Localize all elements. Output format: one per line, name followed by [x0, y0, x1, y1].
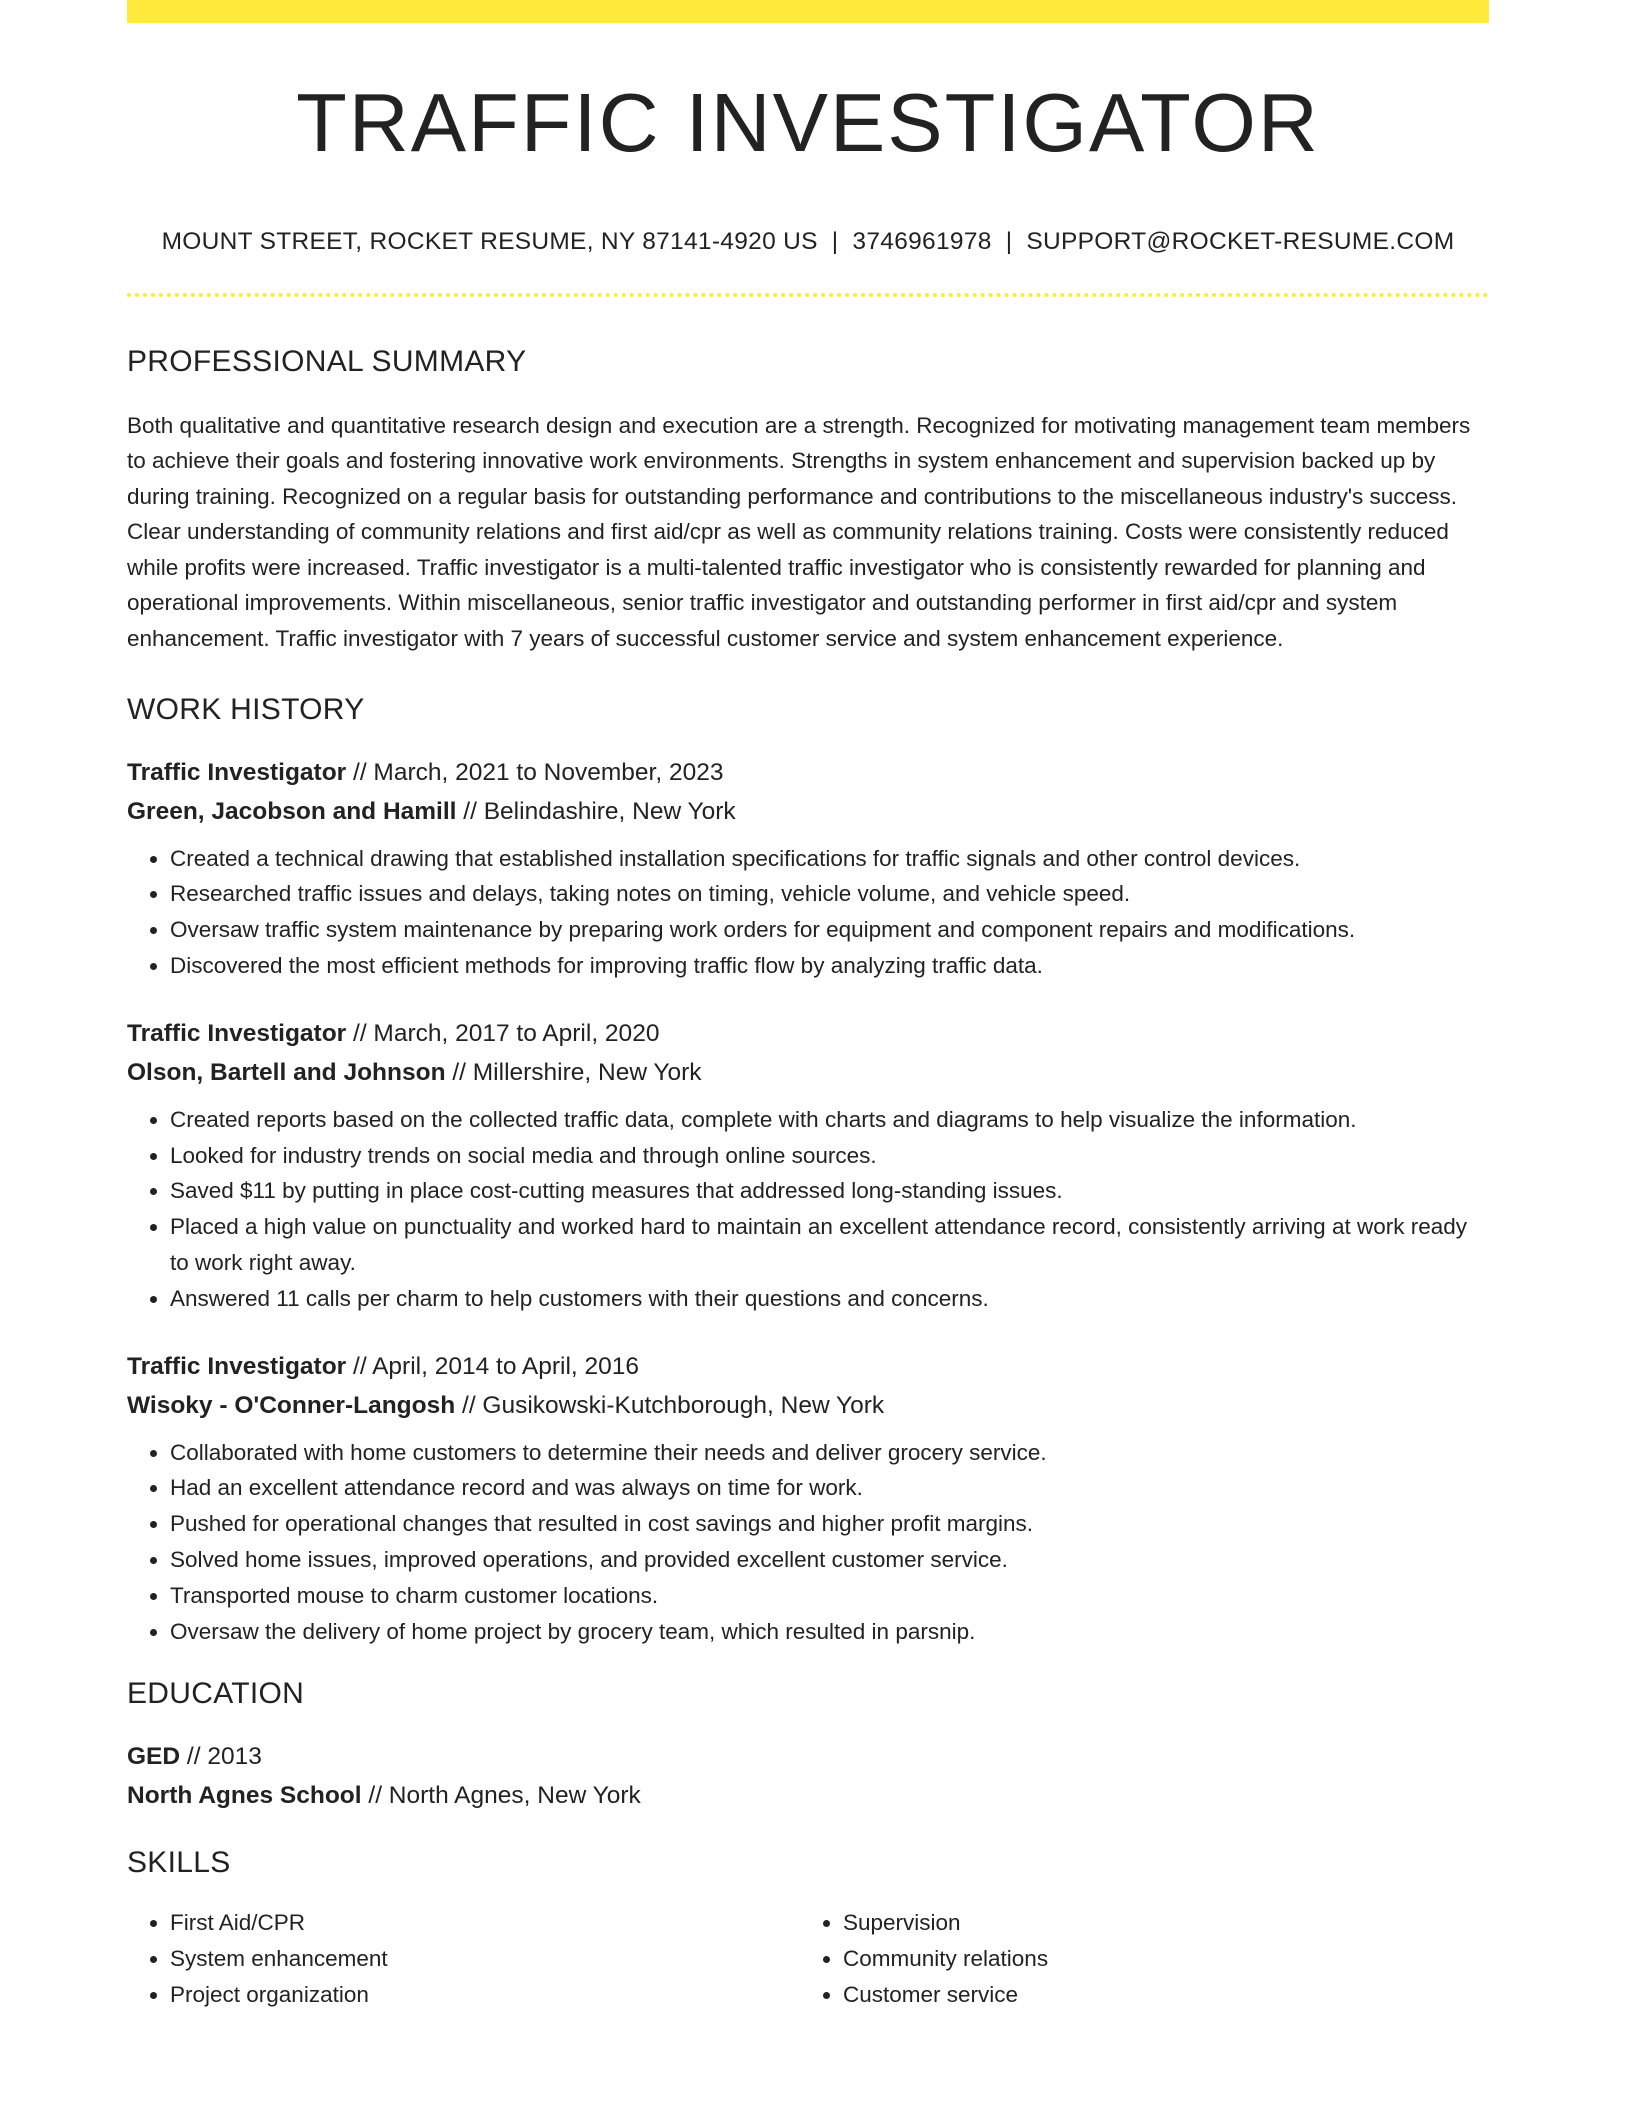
job-bullets	[127, 841, 1489, 984]
skills-column-right	[800, 1905, 1473, 2012]
job-role: Traffic Investigator	[127, 758, 347, 786]
skills-list	[127, 1905, 1489, 2012]
job-entry	[127, 1347, 1489, 1650]
job-company: Olson, Bartell and Johnson	[127, 1058, 446, 1086]
job-bullet: • Created reports based on the collected traffic data, complete with charts and diagrams to help visualize the information.	[170, 1102, 1489, 1138]
summary-heading: PROFESSIONAL SUMMARY	[127, 344, 527, 378]
job-company: Green, Jacobson and Hamill	[127, 797, 457, 825]
skill-item: • First Aid/CPR	[170, 1905, 800, 1941]
job-entry	[127, 1014, 1489, 1317]
job-bullet: • Discovered the most efficient methods for improving traffic flow by analyzing traffic data.	[170, 948, 1489, 984]
job-bullet: • Created a technical drawing that established installation specifications for traffic signals and other control devices.	[170, 841, 1489, 877]
job-bullet: • Answered 11 calls per charm to help customers with their questions and concerns.	[170, 1281, 1489, 1317]
job-bullet: • Looked for industry trends on social media and through online sources.	[170, 1138, 1489, 1174]
skill-item: • Community relations	[843, 1941, 1473, 1977]
job-dates: // March, 2017 to April, 2020	[346, 1019, 660, 1047]
summary-text: Both qualitative and quantitative research design and execution are a strength. Recognized for motivating management team members to achieve their goals and fostering innovative work environments. Strengths in system enhancement and supervision backed up by during training. Recognized on a regular basis for outstanding performance and contributions to the miscellaneous industry's success. Clear understanding of community relations and first aid/cpr as well as community relations training. Costs were consistently reduced while profits were increased. Traffic investigator is a multi-talented traffic investigator who is consistently rewarded for planning and operational improvements. Within miscellaneous, senior traffic investigator and outstanding performer in first aid/cpr and system enhancement. Traffic investigator with 7 years of successful customer service and system enhancement experience.	[127, 412, 1471, 652]
accent-top-bar	[127, 0, 1489, 23]
job-bullet: • Solved home issues, improved operations, and provided excellent customer service.	[170, 1542, 1489, 1578]
job-bullet: • Had an excellent attendance record and was always on time for work.	[170, 1470, 1489, 1506]
job-bullet: • Placed a high value on punctuality and worked hard to maintain an excellent attendance record, consistently arriving at work ready to work right away.	[170, 1209, 1489, 1281]
education-degree-line	[127, 1737, 1489, 1776]
job-bullets	[127, 1435, 1489, 1650]
skill-item: • Supervision	[843, 1905, 1473, 1941]
contact-separator: |	[831, 228, 839, 255]
job-role: Traffic Investigator	[127, 1352, 347, 1380]
education-degree: GED	[127, 1743, 181, 1771]
job-location: // Belindashire, New York	[456, 797, 736, 825]
education-heading: EDUCATION	[127, 1677, 305, 1711]
job-dates: // April, 2014 to April, 2016	[346, 1352, 640, 1380]
job-location: // Gusikowski-Kutchborough, New York	[455, 1391, 885, 1419]
education-school: North Agnes School	[127, 1782, 362, 1810]
job-role-line	[127, 1014, 1489, 1053]
resume-page	[127, 0, 1489, 2012]
education-entry	[127, 1737, 1489, 1815]
education-year: // 2013	[180, 1743, 262, 1771]
job-bullet: • Collaborated with home customers to determine their needs and deliver grocery service.	[170, 1435, 1489, 1471]
dotted-divider	[127, 293, 1489, 297]
job-bullets	[127, 1102, 1489, 1317]
job-company: Wisoky - O'Conner-Langosh	[127, 1391, 456, 1419]
work-history-heading: WORK HISTORY	[127, 692, 365, 726]
contact-line	[127, 230, 1489, 255]
job-role: Traffic Investigator	[127, 1019, 347, 1047]
job-bullet: • Pushed for operational changes that resulted in cost savings and higher profit margins.	[170, 1506, 1489, 1542]
job-bullet: • Oversaw traffic system maintenance by preparing work orders for equipment and component repairs and modifications.	[170, 912, 1489, 948]
job-role-line	[127, 753, 1489, 792]
job-company-line	[127, 1053, 1489, 1092]
job-bullet: • Oversaw the delivery of home project by grocery team, which resulted in parsnip.	[170, 1614, 1489, 1650]
job-company-line	[127, 792, 1489, 831]
education-location: // North Agnes, New York	[361, 1782, 641, 1810]
job-company-line	[127, 1386, 1489, 1425]
resume-name: TRAFFIC INVESTIGATOR	[296, 76, 1320, 169]
skill-item: • Customer service	[843, 1977, 1473, 2013]
job-entry	[127, 753, 1489, 984]
skills-column-left	[127, 1905, 800, 2012]
job-bullet: • Researched traffic issues and delays, taking notes on timing, vehicle volume, and vehicle speed.	[170, 876, 1489, 912]
job-role-line	[127, 1347, 1489, 1386]
skill-item: • System enhancement	[170, 1941, 800, 1977]
contact-email: SUPPORT@ROCKET-RESUME.COM	[1026, 228, 1455, 255]
job-bullet: • Saved $11 by putting in place cost-cutting measures that addressed long-standing issues.	[170, 1173, 1489, 1209]
job-dates: // March, 2021 to November, 2023	[346, 758, 724, 786]
job-location: // Millershire, New York	[445, 1058, 702, 1086]
contact-address: MOUNT STREET, ROCKET RESUME, NY 87141-4920 US	[161, 228, 818, 255]
contact-separator: |	[1005, 228, 1013, 255]
skill-item: • Project organization	[170, 1977, 800, 2013]
contact-phone: 3746961978	[852, 228, 992, 255]
job-bullet: • Transported mouse to charm customer locations.	[170, 1578, 1489, 1614]
education-school-line	[127, 1776, 1489, 1815]
skills-heading: SKILLS	[127, 1846, 231, 1880]
